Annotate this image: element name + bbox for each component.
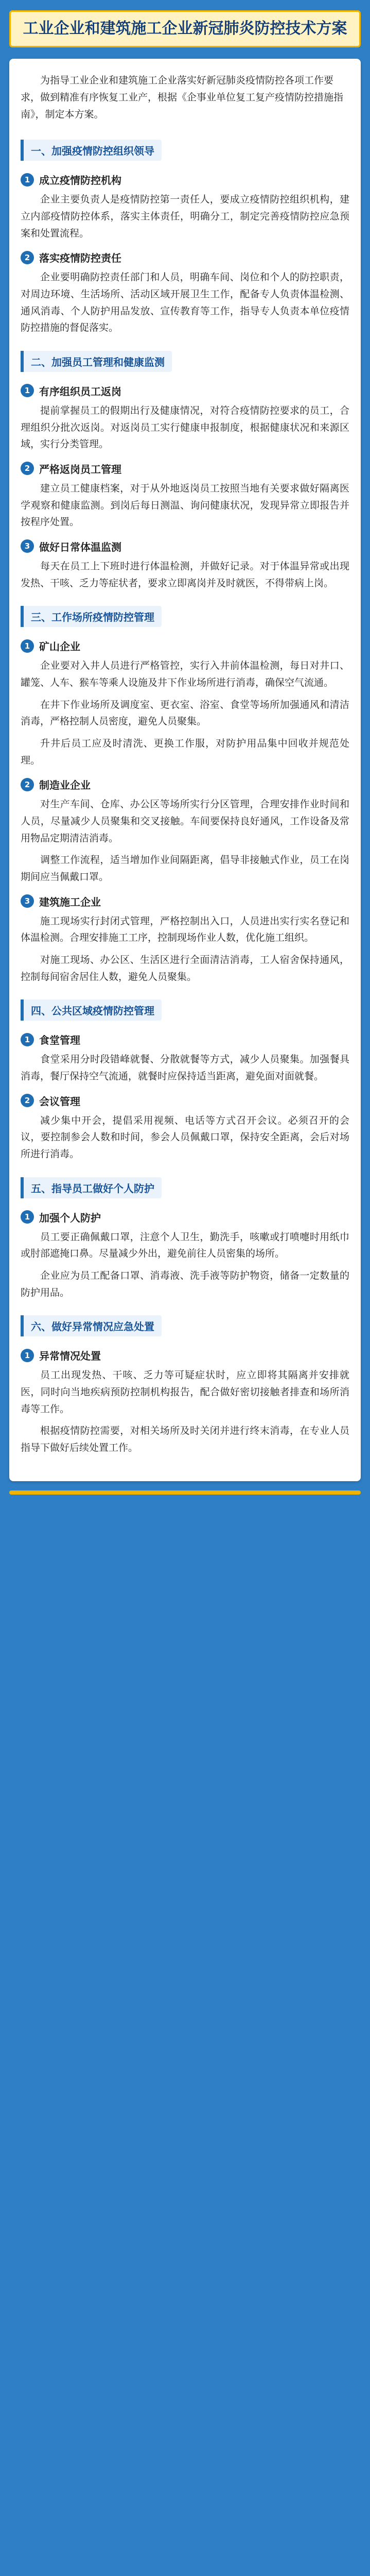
section [21, 1312, 349, 1456]
subsection-number-badge: 3 [21, 894, 34, 908]
subsection-title: 落实疫情防控责任 [39, 252, 121, 265]
subsection-heading [21, 250, 349, 265]
subsection-number-badge: 1 [21, 1210, 34, 1224]
body-paragraph: 企业要对入井人员进行严格管控，实行入井前体温检测，每日对井口、罐笼、人车、猴车等乘人设施及井下作业场所进行消毒，确保空气流通。 [21, 660, 349, 688]
section [21, 603, 349, 985]
subsection-title: 食堂管理 [39, 1034, 80, 1047]
body-paragraph: 企业应为员工配备口罩、消毒液、洗手液等防护物资，储备一定数量的防护用品。 [21, 1270, 349, 1298]
subsection-number-badge: 2 [21, 1094, 34, 1107]
subsection-heading [21, 461, 349, 476]
title-banner [9, 10, 361, 47]
subsection-title: 制造业企业 [39, 779, 91, 792]
section-heading: 四、公共区域疫情防控管理 [21, 999, 162, 1021]
body-paragraph: 食堂采用分时段错峰就餐、分散就餐等方式，减少人员聚集。加强餐具消毒，餐厅保持空气流通，就餐时应保持适当距离，避免面对面就餐。 [21, 1054, 349, 1082]
body-paragraph: 企业要明确防控责任部门和人员，明确车间、岗位和个人的防控职责，对周边环境、生活场所、活动区域开展卫生工作，配备专人负责体温检测、通风消毒、个人防护用品发放、宣传教育等工作，指导专人负责本单位疫情防控措施的督促落实。 [21, 272, 349, 334]
subsection-number-badge: 1 [21, 384, 34, 397]
section-heading: 六、做好异常情况应急处置 [21, 1315, 162, 1336]
subsection-heading [21, 894, 349, 909]
section [21, 1174, 349, 1301]
section-heading: 三、工作场所疫情防控管理 [21, 606, 162, 627]
subsection [21, 638, 349, 769]
subsection [21, 1093, 349, 1163]
subsection-title: 做好日常体温监测 [39, 540, 121, 553]
subsection [21, 894, 349, 986]
subsection [21, 1032, 349, 1084]
subsection [21, 777, 349, 885]
subsection-number-badge: 1 [21, 1349, 34, 1362]
subsection-heading [21, 1348, 349, 1363]
subsection-number-badge: 1 [21, 639, 34, 653]
body-paragraph: 提前掌握员工的假期出行及健康情况，对符合疫情防控要求的员工，合理组织分批次返岗。对返岗员工实行健康申报制度，根据健康状况和来源区域，实行分类管理。 [21, 404, 349, 450]
section [21, 348, 349, 591]
sections-container [21, 137, 349, 1456]
body-paragraph: 在井下作业场所及调度室、更衣室、浴室、食堂等场所加强通风和清洁消毒，严格控制人员密度，避免人员聚集。 [21, 699, 349, 727]
subsection-title: 加强个人防护 [39, 1211, 101, 1224]
subsection [21, 250, 349, 336]
section-heading: 二、加强员工管理和健康监测 [21, 351, 172, 372]
intro-paragraph: 为指导工业企业和建筑施工企业落实好新冠肺炎疫情防控各项工作要求，做到精准有序恢复工业产，根据《企事业单位复工复产疫情防控措施指南》，制定本方案。 [21, 74, 344, 120]
body-paragraph: 减少集中开会，提倡采用视频、电话等方式召开会议。必须召开的会议，要控制参会人数和时间，参会人员佩戴口罩，保持安全距离，会后对场所进行消毒。 [21, 1114, 349, 1160]
subsection-heading [21, 539, 349, 554]
subsection [21, 172, 349, 242]
subsection-heading [21, 1032, 349, 1047]
subsection-title: 严格返岗员工管理 [39, 463, 121, 476]
footer-bar [9, 1490, 361, 1495]
subsection-heading [21, 1210, 349, 1225]
subsection-number-badge: 1 [21, 173, 34, 187]
subsection-number-badge: 3 [21, 539, 34, 553]
content-card [9, 59, 361, 1481]
subsection-title: 成立疫情防控机构 [39, 174, 121, 187]
subsection-title: 会议管理 [39, 1095, 80, 1108]
body-paragraph: 调整工作流程，适当增加作业间隔距离，倡导非接触式作业，员工在岗期间应当佩戴口罩。 [21, 854, 349, 883]
section-heading: 五、指导员工做好个人防护 [21, 1177, 162, 1198]
subsection-heading [21, 777, 349, 792]
body-paragraph: 每天在员工上下班时进行体温检测，并做好记录。对于体温异常或出现发热、干咳、乏力等症状者，要求立即离岗并及时就医，不得带病上岗。 [21, 560, 349, 589]
subsection-number-badge: 2 [21, 462, 34, 475]
subsection-number-badge: 1 [21, 1033, 34, 1046]
subsection [21, 1210, 349, 1301]
subsection [21, 539, 349, 591]
subsection-number-badge: 2 [21, 251, 34, 264]
body-paragraph: 企业主要负责人是疫情防控第一责任人，要成立疫情防控组织机构，建立内部疫情防控体系，落实主体责任，明确分工，制定完善疫情防控应急预案和处置流程。 [21, 194, 349, 239]
body-paragraph: 员工出现发热、干咳、乏力等可疑症状时，应立即将其隔离并安排就医，同时向当地疾病预防控制机构报告，配合做好密切接触者排查和场所消毒等工作。 [21, 1369, 349, 1415]
page-title: 工业企业和建筑施工企业新冠肺炎防控技术方案 [23, 20, 347, 38]
body-paragraph: 升井后员工应及时清洗、更换工作服，对防护用品集中回收并规范处理。 [21, 738, 349, 766]
subsection-title: 有序组织员工返岗 [39, 385, 121, 398]
subsection-title: 矿山企业 [39, 640, 80, 653]
body-paragraph: 建立员工健康档案，对于从外地返岗员工按照当地有关要求做好隔离医学观察和健康监测。到岗后每日测温、询问健康状况，发现异常立即报告并按程序处置。 [21, 482, 349, 528]
subsection-heading [21, 172, 349, 187]
subsection-number-badge: 2 [21, 778, 34, 791]
subsection-title: 建筑施工企业 [39, 895, 101, 908]
subsection [21, 1348, 349, 1456]
subsection [21, 461, 349, 531]
body-paragraph: 施工现场实行封闭式管理，严格控制出入口，人员进出实行实名登记和体温检测。合理安排施工工序，控制现场作业人数，优化施工组织。 [21, 915, 349, 944]
body-paragraph: 对生产车间、仓库、办公区等场所实行分区管理，合理安排作业时间和人员，尽量减少人员聚集和交叉接触。车间要保持良好通风，工作设备及常用物品定期清洁消毒。 [21, 799, 349, 844]
section-heading: 一、加强疫情防控组织领导 [21, 140, 162, 161]
subsection [21, 383, 349, 453]
body-paragraph: 对施工现场、办公区、生活区进行全面清洁消毒，工人宿舍保持通风，控制每间宿舍居住人数，避免人员聚集。 [21, 954, 349, 982]
subsection-heading [21, 383, 349, 398]
body-paragraph: 根据疫情防控需要，对相关场所及时关闭并进行终末消毒，在专业人员指导下做好后续处置工作。 [21, 1425, 349, 1454]
subsection-title: 异常情况处置 [39, 1350, 101, 1363]
section [21, 137, 349, 336]
subsection-heading [21, 1093, 349, 1108]
subsection-heading [21, 638, 349, 653]
section [21, 996, 349, 1162]
body-paragraph: 员工要正确佩戴口罩，注意个人卫生，勤洗手，咳嗽或打喷嚏时用纸巾或肘部遮掩口鼻。尽量减少外出，避免前往人员密集的场所。 [21, 1231, 349, 1260]
